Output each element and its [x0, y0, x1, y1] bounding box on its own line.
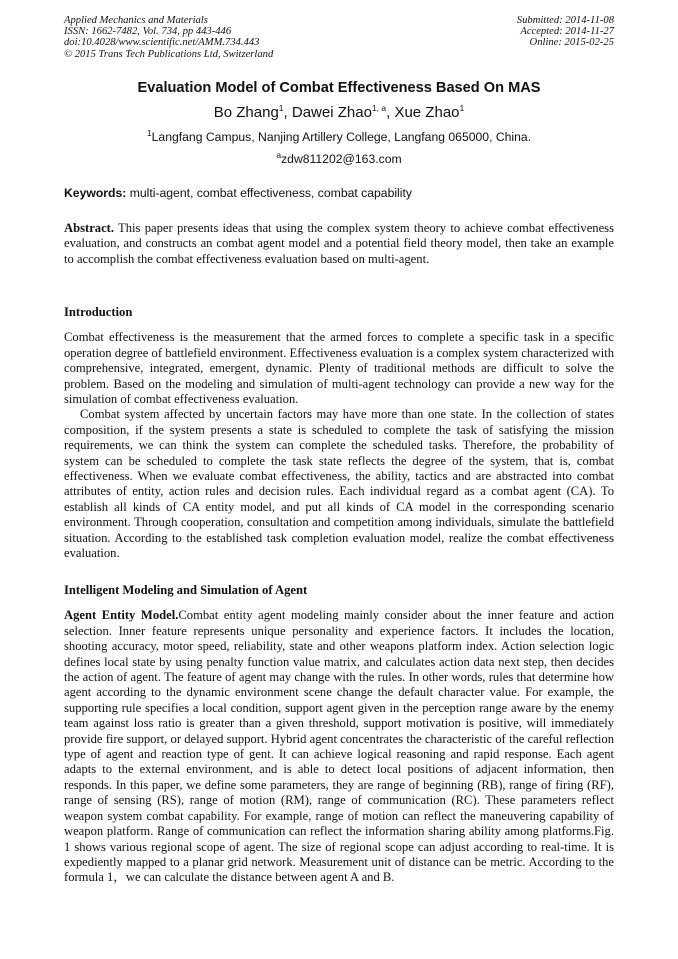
affiliation: [64, 129, 614, 145]
run-in-heading: Agent Entity Model.: [64, 608, 179, 623]
author-superscript: 1: [278, 103, 284, 113]
abstract-paragraph: [64, 221, 614, 267]
issn-line: ISSN: 1662-7482, Vol. 734, pp 443-446: [64, 26, 232, 38]
abstract-text: This paper presents ideas that using the complex system theory to achieve combat effectiveness evaluation, and constructs an combat agent model and a potential field theory model, then take an example to accomplish the combat effectiveness evaluation based on multi-agent.: [64, 221, 614, 266]
keywords-label: Keywords:: [64, 186, 127, 200]
agent-modeling-section: [64, 583, 614, 886]
agent-entity-paragraph: [64, 608, 614, 885]
journal-name: Applied Mechanics and Materials: [64, 15, 208, 26]
keywords: [64, 185, 614, 201]
introduction-paragraph: Combat system affected by uncertain factors may have more than one state. In the collection of states composition, if the system presents a state is scheduled to complete the task of satisfying the mission requirements, we can think the system can complete the scheduled tasks. Therefore, the probability of system can be scheduled to complete the task state reflects the degree of the system, that is, combat effectiveness. When we evaluate combat effectiveness, the ability, tactics and are abstracted into combat attributes of entity, action rules and decision rules. Each individual regard as a combat agent (CA). To establish all kinds of CA entity model, and put all kinds of CA model in the corresponding scenario environment. Through cooperation, consultation and competition among individuals, simulate the battlefield situation. According to the established task completion evaluation model, realize the combat effectiveness evaluation.: [64, 407, 614, 561]
introduction-heading: Introduction: [64, 305, 133, 319]
email: [64, 151, 614, 167]
paragraph-text: Combat entity agent modeling mainly consider about the inner feature and action selection. Inner feature represents unique personality and experience factors. It includes the location, shooting accuracy, motor speed, reliability, state and other weapons platform index. Action selection logic defines local state by using penalty function value matrix, and calculates action data next step, then decides the action of agent. The feature of agent may change with the rules. In other words, rules that determine how agent according to the dynamic environment scene change the default character value. For example, the supporting rule specifies a local condition, support agent given in the perception range aware by the enemy team against loss ratio is greater than a given threshold, support motivation is positive, will immediately provide fire support, or delayed support. Hybrid agent concentrates the characteristic of the careful reflection type of agent and reaction type of gent. It can achieve logical reasoning and rapid response. Each agent adapts to the external environment, and is able to detect local positions of adjacent information, then responds. In this paper, we define some parameters, they are range of beginning (RB), range of firing (RF), range of sensing (RS), range of motion (RM), range of communication (RC). These parameters reflect weapon system combat capability. For example, range of motion can reflect the maneuvering capability of weapon platform. Range of communication can reflect the information sharing ability among platforms.Fig. 1 shows various regional scope of agent. The size of regional scope can adjust according to real-time. It is expediently mapped to a planar grid network. Measurement unit of distance can be metric. According to the formula 1，we can calculate the distance between agent A and B.: [64, 608, 614, 885]
section-heading: Intelligent Modeling and Simulation of Agent: [64, 583, 308, 597]
accepted-date: Accepted: 2014-11-27: [520, 26, 614, 38]
title-block: [64, 79, 614, 167]
submitted-date: Submitted: 2014-11-08: [516, 15, 614, 26]
affiliation-text: Langfang Campus, Nanjing Artillery College, Langfang 065000, China.: [151, 130, 532, 144]
author-name: Dawei Zhao: [291, 104, 372, 121]
introduction-section: [64, 305, 614, 562]
abstract: [64, 221, 614, 267]
abstract-label: Abstract.: [64, 221, 115, 235]
author-name: Bo Zhang: [213, 104, 279, 121]
copyright-line: © 2015 Trans Tech Publications Ltd, Switzerland: [64, 48, 274, 60]
doi-line[interactable]: doi:10.4028/www.scientific.net/AMM.734.443: [64, 37, 260, 49]
online-date: Online: 2015-02-25: [529, 37, 614, 49]
email-address[interactable]: zdw811202@163.com: [281, 152, 402, 166]
author-superscript: 1: [459, 103, 465, 113]
affiliation-superscript: 1: [146, 127, 152, 138]
keywords-text: multi-agent, combat effectiveness, combat capability: [126, 186, 412, 200]
author-separator: ,: [386, 104, 395, 121]
paper-title: Evaluation Model of Combat Effectiveness Based On MAS: [137, 80, 541, 96]
dates-info: [517, 15, 614, 49]
email-superscript: a: [276, 149, 282, 160]
author-separator: ,: [283, 104, 292, 121]
author-superscript: 1, a: [371, 103, 387, 113]
introduction-paragraph: Combat effectiveness is the measurement that the armed forces to complete a specific task in a specific operation degree of battlefield environment. Effectiveness evaluation is a complex system characterized with comprehensive, integrated, emergent, dynamic. Plenty of traditional methods are difficult to solve the problem. Based on the modeling and simulation of multi-agent technology can provide a new way for the simulation of combat effectiveness evaluation.: [64, 330, 614, 407]
journal-info: [64, 15, 273, 60]
author-name: Xue Zhao: [394, 104, 460, 121]
author-list: [64, 103, 614, 123]
